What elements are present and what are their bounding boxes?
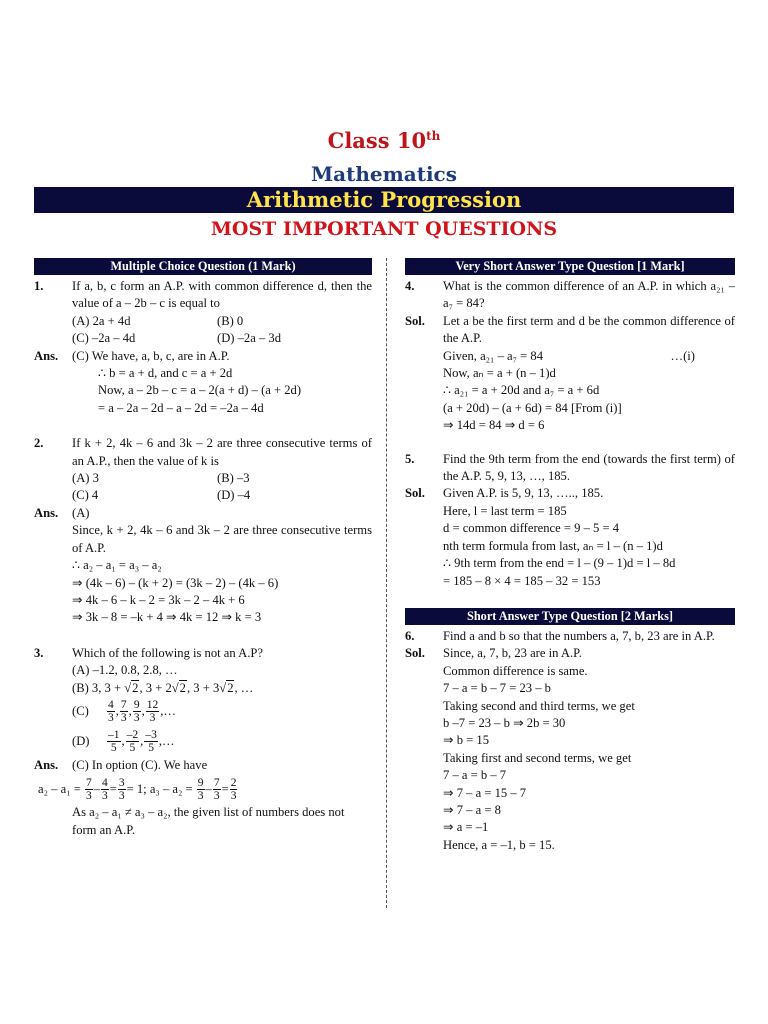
solution-step: Since, a, 7, b, 23 are in A.P. <box>443 646 582 661</box>
given-line: Given, a₂₁ – a₇ = 84 …(i) <box>443 348 695 363</box>
solution-step: ⇒ 4k – 6 – k – 2 = 3k – 2 – 4k + 6 <box>72 592 245 607</box>
class-heading: Class 10th <box>327 128 441 153</box>
sqrt-symbol: √2 <box>219 680 234 695</box>
question-number: 5. <box>405 451 415 466</box>
solution-5 <box>405 485 735 589</box>
solution-step: Given A.P. is 5, 9, 13, ….., 185. <box>443 486 604 501</box>
solution-6 <box>405 645 735 854</box>
solution-step: ⇒ 7 – a = 8 <box>443 802 501 817</box>
option-c: (C) $\frac{4}{3}$ , $\frac{7}{3}$ , $\frac{9}{3}$ , $\frac{12}{3}$ ,… <box>72 699 176 725</box>
solution-step: = 185 – 8 × 4 = 185 – 32 = 153 <box>443 573 601 588</box>
solution-label: Sol. <box>405 646 425 661</box>
solution-step: ⇒ a = –1 <box>443 820 489 835</box>
solution-step: Taking first and second terms, we get <box>443 750 632 765</box>
answer-3 <box>34 757 372 774</box>
solution-step: Now, aₙ = a + (n – 1)d <box>443 366 556 381</box>
question-text: Find the 9th term from the end (towards the first term) of the A.P. 5, 9, 13, …, 185. <box>443 451 735 484</box>
answer-line: (C) In option (C). We have <box>72 757 208 772</box>
solution-step: nth term formula from last, aₙ = l – (n – 1)d <box>443 538 663 553</box>
calculation-line: a₂ – a₁ = $\frac{7}{3}$ – $\frac{4}{3}$ = $\frac{3}{3}$ = 1; a₃ – a₂ = $\frac{9}{3}$ – $\frac{7}{3}$ = $\frac{2}{3}$ <box>38 776 237 802</box>
solution-step: Hence, a = –1, b = 15. <box>443 837 555 852</box>
question-2 <box>34 435 372 505</box>
answer-label: Ans. <box>34 348 59 363</box>
sqrt-symbol: √2 <box>171 680 186 695</box>
solution-step: d = common difference = 9 – 5 = 4 <box>443 521 620 536</box>
sqrt-symbol: √2 <box>124 680 139 695</box>
question-text: If a, b, c form an A.P. with common difference d, then the value of a – 2b – c is equal to <box>72 279 372 311</box>
conclusion: As a₂ – a₁ ≠ a₃ – a₂, the given list of numbers does not form an A.P. <box>72 805 345 837</box>
option-b: (B) 0 <box>217 313 244 328</box>
answer-label: Ans. <box>34 505 59 520</box>
solution-4 <box>405 313 735 435</box>
solution-step: ⇒ b = 15 <box>443 733 489 748</box>
solution-step: ⇒ (4k – 6) – (k + 2) = (3k – 2) – (4k – 6) <box>72 575 279 590</box>
solution-step: ∴ a₂₁ = a + 20d and a₇ = a + 6d <box>443 383 600 398</box>
question-number: 4. <box>405 279 415 293</box>
solution-step: ⇒ 3k – 8 = –k + 4 ⇒ 4k = 12 ⇒ k = 3 <box>72 610 262 625</box>
subtitle-heading: MOST IMPORTANT QUESTIONS <box>210 218 558 240</box>
question-6 <box>405 628 735 645</box>
solution-step: b –7 = 23 – b ⇒ 2b = 30 <box>443 715 566 730</box>
section-header-very-short: Very Short Answer Type Question [1 Mark] <box>405 258 735 275</box>
option-a: (A) –1.2, 0.8, 2.8, … <box>72 663 178 678</box>
solution-step: ∴ 9th term from the end = l – (9 – 1)d = l – 8d <box>443 556 676 571</box>
solution-step: Here, l = last term = 185 <box>443 503 567 518</box>
options <box>72 470 372 505</box>
solution-step: (a + 20d) – (a + 6d) = 84 [From (i)] <box>443 400 622 415</box>
options <box>72 313 372 348</box>
answer-line: (C) We have, a, b, c, are in A.P. <box>72 348 230 363</box>
solution-step: Now, a – 2b – c = a – 2(a + d) – (a + 2d) <box>98 383 302 398</box>
option-a: (A) 2a + 4d <box>72 313 131 328</box>
question-5 <box>405 451 735 486</box>
question-text: Which of the following is not an A.P? <box>72 645 263 660</box>
solution-label: Sol. <box>405 486 425 501</box>
question-number: 3. <box>34 645 44 660</box>
solution-step: ⇒ 7 – a = 15 – 7 <box>443 785 527 800</box>
option-a: (A) 3 <box>72 471 99 486</box>
solution-label: Sol. <box>405 313 425 328</box>
answer-2 <box>34 505 372 627</box>
solution-step: = a – 2a – 2d – a – 2d = –2a – 4d <box>98 400 264 415</box>
option-d: (D) $\frac{-1}{5}$ , $\frac{-2}{5}$ , $\frac{-3}{5}$ ,… <box>72 729 175 755</box>
left-column <box>34 258 372 839</box>
answer-label: Ans. <box>34 757 59 772</box>
solution-step: Common difference is same. <box>443 663 588 678</box>
column-divider <box>386 258 387 908</box>
option-b: (B) –3 <box>217 471 250 486</box>
question-number: 2. <box>34 436 44 451</box>
option-d: (D) –2a – 3d <box>217 331 282 346</box>
solution-step: ∴ b = a + d, and c = a + 2d <box>98 366 233 381</box>
question-number: 6. <box>405 628 415 643</box>
question-text: What is the common difference of an A.P. in which a₂₁ – a₇ = 84? <box>443 279 735 311</box>
question-number: 1. <box>34 279 44 293</box>
solution-step: Taking second and third terms, we get <box>443 698 635 713</box>
option-c: (C) 4 <box>72 488 99 503</box>
solution-step: 7 – a = b – 7 <box>443 768 507 783</box>
question-3 <box>34 645 372 757</box>
question-text: Find a and b so that the numbers a, 7, b, 23 are in A.P. <box>443 628 715 643</box>
option-c: (C) –2a – 4d <box>72 331 136 346</box>
subject-heading: Mathematics <box>311 162 457 186</box>
solution-step: ⇒ 14d = 84 ⇒ d = 6 <box>443 418 545 433</box>
explanation: Since, k + 2, 4k – 6 and 3k – 2 are three consecutive terms of A.P. <box>72 523 372 555</box>
section-header-mcq: Multiple Choice Question (1 Mark) <box>34 258 372 275</box>
question-1 <box>34 278 372 348</box>
question-4 <box>405 278 735 313</box>
solution-step: ∴ a₂ – a₁ = a₃ – a₂ <box>72 558 162 573</box>
option-d: (D) –4 <box>217 488 251 503</box>
section-header-short: Short Answer Type Question [2 Marks] <box>405 608 735 625</box>
answer-line: (A) <box>72 505 90 520</box>
right-column <box>405 258 735 854</box>
solution-step: 7 – a = b – 7 = 23 – b <box>443 681 551 696</box>
solution-text: Let a be the first term and d be the common difference of the A.P. <box>443 313 735 346</box>
option-b: (B) 3, 3 + √2, 3 + 2√2, 3 + 3√2, … <box>72 680 372 697</box>
answer-1 <box>34 348 372 418</box>
topic-banner: Arithmetic Progression <box>34 187 734 213</box>
question-text: If k + 2, 4k – 6 and 3k – 2 are three consecutive terms of an A.P., then the value of k is <box>72 436 372 468</box>
